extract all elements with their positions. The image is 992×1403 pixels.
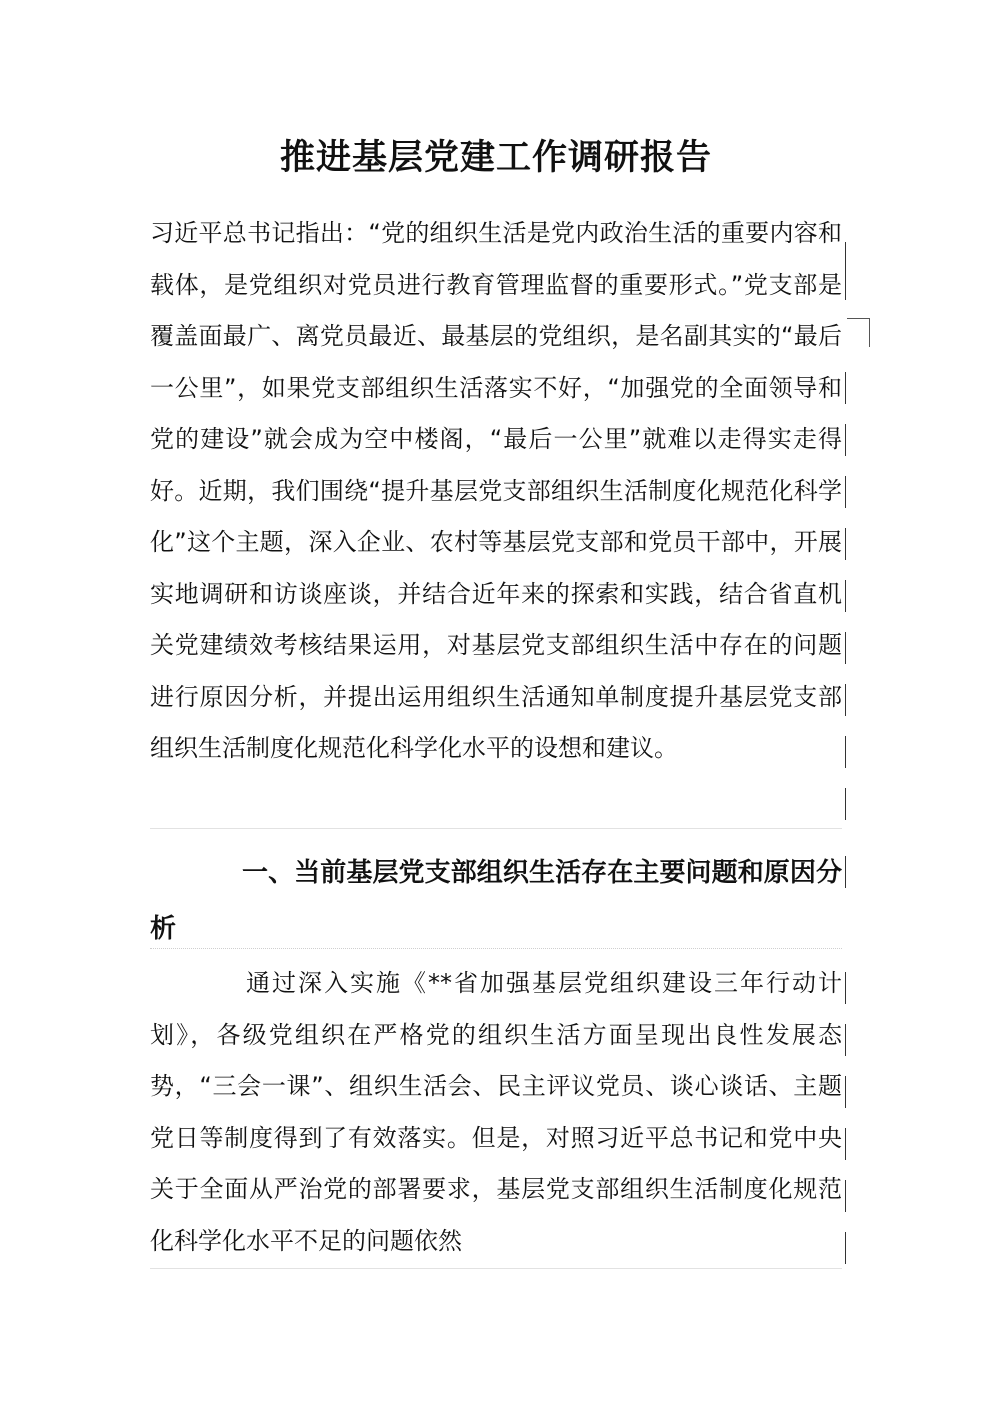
paragraph-separator [150, 948, 842, 949]
margin-mark [845, 476, 846, 508]
page-bottom-rule [150, 1268, 842, 1269]
margin-corner-mark [847, 318, 870, 347]
margin-mark [845, 528, 846, 560]
margin-mark [845, 268, 846, 300]
margin-mark [845, 632, 846, 664]
margin-mark [845, 1128, 846, 1160]
margin-mark [845, 424, 846, 456]
margin-mark [845, 684, 846, 716]
document-title: 推进基层党建工作调研报告 [279, 137, 712, 178]
body-paragraph-intro: 习近平总书记指出：“党的组织生活是党内政治生活的重要内容和载体，是党组织对党员进行教育管理监督的重要形式。”党支部是覆盖面最广、离党员最近、最基层的党组织，是名副其实的“最后一公里”，如果党支部组织生活落实不好，“加强党的全面领导和党的建设”就会成为空中楼阁，“最后一公里”就难以走得实走得好。近期，我们围绕“提升基层党支部组织生活制度化规范化科学化”这个主题，深入企业、农村等基层党支部和党员干部中，开展实地调研和访谈座谈，并结合近年来的探索和实践，结合省直机关党建绩效考核结果运用，对基层党支部组织生活中存在的问题进行原因分析，并提出运用组织生活通知单制度提升基层党支部组织生活制度化规范化科学化水平的设想和建议。 [150, 219, 842, 762]
margin-mark [845, 1024, 846, 1056]
margin-mark [845, 1076, 846, 1108]
paragraph-separator [150, 828, 842, 829]
margin-mark [845, 788, 846, 820]
body-paragraph-section: 通过深入实施《**省加强基层党组织建设三年行动计划》，各级党组织在严格党的组织生活方面呈现出良性发展态势，“三会一课”、组织生活会、民主评议党员、谈心谈话、主题党日等制度得到了有效落实。但是，对照习近平总书记和党中央关于全面从严治党的部署要求，基层党支部组织生活制度化规范化科学化水平不足的问题依然 [150, 969, 842, 1255]
margin-mark [845, 580, 846, 612]
margin-mark [845, 856, 846, 888]
section-heading: 一、当前基层党支部组织生活存在主要问题和原因分析 [150, 858, 842, 944]
margin-mark [845, 736, 846, 768]
margin-mark [845, 972, 846, 1004]
margin-mark [845, 372, 846, 404]
margin-mark [845, 1180, 846, 1212]
margin-mark [845, 1232, 846, 1264]
